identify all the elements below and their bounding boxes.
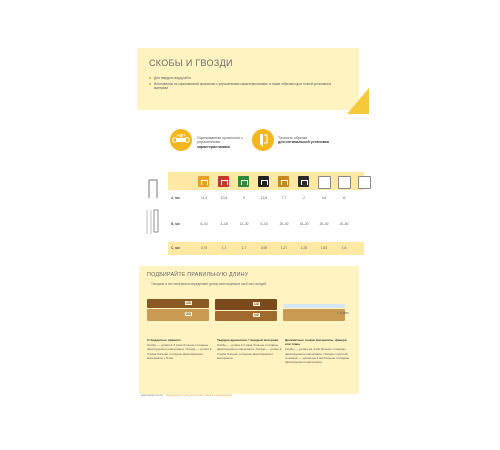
table-cell: 4–18 (220, 222, 228, 226)
table-cell: 6–16 (260, 222, 268, 226)
table-cell: 20–40 (279, 222, 289, 226)
table-cell: 1,27 (280, 246, 288, 250)
staple-type-chip (338, 176, 351, 189)
table-cell: 20–30 (319, 222, 329, 226)
case-thin-text: Деликатные тонкие материалы, фанера или ткань Скобы — длина на 4 мм больше толщины фиксируемого материала. Гвозди с круглой головкой — длина на 4 мм больше толщины фиксируемого материала (285, 338, 350, 365)
staple-type-chip (258, 176, 269, 187)
table-cell: 12–30 (239, 222, 249, 226)
staple-type-chip (218, 176, 229, 187)
page-title: СКОБЫ И ГВОЗДИ (149, 58, 233, 68)
nail-precision-icon (252, 129, 274, 151)
bullet-item: Изготовлены из оцинкованной проволоки с улучшенными характеристиками, а также обрезаны для точной установки в материал (149, 82, 345, 91)
board-hardwood: 1/2 1/2 (215, 299, 277, 321)
table-cell: 2 (303, 196, 305, 200)
table-cell: 0,6 (321, 196, 327, 200)
feature-galvanized: Оцинкованная проволока с улучшенными характеристиками (197, 136, 243, 149)
table-cell: 1,7 (241, 246, 247, 250)
table-cell: 12,8 (260, 196, 268, 200)
table-cell: 6–10 (200, 222, 208, 226)
feature-precision: Точность обрезки для оптимальной установки (278, 136, 329, 145)
case-standard-text: Стандартное правило Скобы — длина в 3 раза больше толщины фиксируемого материала. Гвозди — длина в 3 раза больше толщины фиксируемого материала + 5 мм (147, 338, 212, 360)
table-row: B, мм 6–10 4–18 12–30 6–16 20–40 15–20 20–30 20–60 (168, 218, 364, 231)
table-cell (354, 242, 374, 255)
table-cell (354, 218, 374, 231)
table-cell: 1,25 (300, 246, 308, 250)
staple-type-chip (358, 176, 371, 189)
table-row: A, мм 11,3 10,6 9 12,8 7,7 2 0,6 11 (168, 192, 364, 205)
page-footer: www.rapid.com/ru · Применяются для крепления тканей и материалов (141, 393, 232, 397)
length-section-note: Толщина и тип материала определяют длину используемых скоб или гвоздей (151, 282, 267, 286)
table-cell: 9 (243, 196, 245, 200)
table-cell: 0,75 (200, 246, 208, 250)
staple-type-chip (198, 176, 209, 187)
table-cell: 1,6 (341, 246, 347, 250)
feature-bullets (149, 76, 345, 92)
table-cell (354, 192, 374, 205)
staple-type-chip (298, 176, 309, 187)
table-cell: 11,3 (201, 196, 207, 200)
table-cell: 20–60 (339, 222, 349, 226)
bullet-item: Для твердого ворд работ (149, 76, 345, 81)
product-page (137, 48, 367, 403)
staple-type-chip (318, 176, 331, 189)
shield-wire-icon (170, 129, 192, 151)
table-cell: 15–20 (299, 222, 309, 226)
staple-dimension-diagram (145, 176, 161, 238)
table-row: C, мм 0,75 1,2 1,7 0,95 1,27 1,25 1,63 1,6 (168, 242, 364, 255)
table-cell: 10,6 (220, 196, 228, 200)
length-section-title: ПОДБИРАЙТЕ ПРАВИЛЬНУЮ ДЛИНУ (147, 272, 249, 278)
table-cell: 1,2 (221, 246, 227, 250)
table-cell: 1,63 (320, 246, 328, 250)
length-section (139, 266, 359, 394)
thin-material-label: < 4 mm (337, 311, 349, 315)
table-cell: 7,7 (281, 196, 287, 200)
table-cell: 0,95 (260, 246, 268, 250)
board-thin-material (283, 299, 345, 321)
table-cell: 11 (342, 196, 346, 200)
board-standard: 1/3 2/3 (147, 299, 209, 321)
staple-type-chip (278, 176, 289, 187)
svg-text:НДП: НДП (177, 133, 185, 138)
case-hardwood-text: Твердая древесина / твердый материал Скобы — длина в 2 раза больше толщины фиксируемого материала. Гвозди — длина в 2 раза больше толщины фиксируемого материала (217, 338, 282, 360)
staple-type-chip (238, 176, 249, 187)
